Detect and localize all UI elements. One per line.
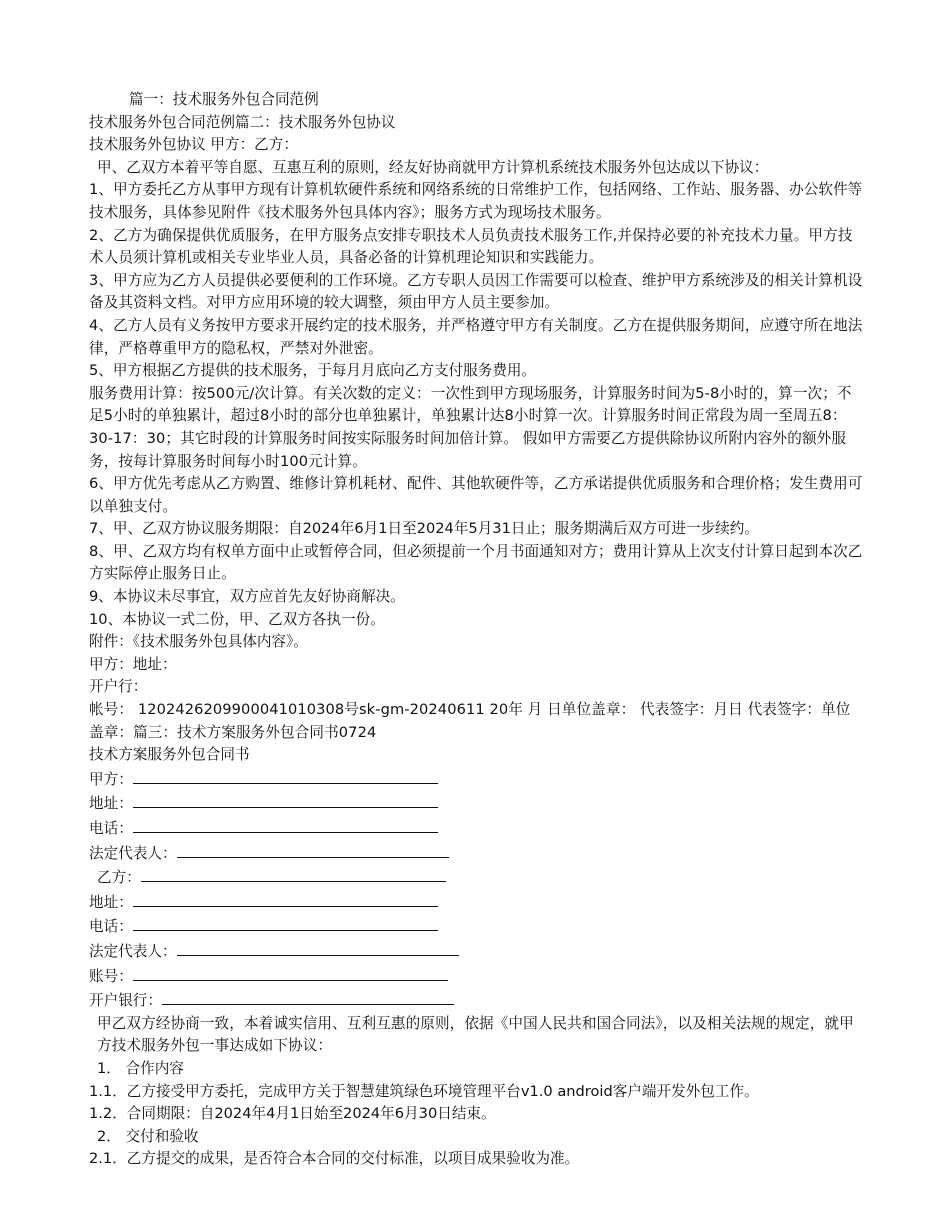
form-field-legal-rep-b [89, 939, 864, 964]
article-1-heading: 1． 合作内容 [97, 1059, 184, 1077]
blank-underline [141, 865, 446, 882]
clause-3: 3、甲方应为乙方人员提供必要便利的工作环境。乙方专职人员因工作需要可以检查、维护甲方系统涉及的相关计算机设备及其资料文档。对甲方应用环境的较大调整，须由甲方人员主要参加。 [89, 271, 863, 312]
form-field-party-b [89, 865, 864, 890]
clause-10: 10、本协议一式二份，甲、乙双方各执一份。 [89, 610, 385, 628]
clause-6: 6、甲方优先考虑从乙方购置、维修计算机耗材、配件、其他软硬件等，乙方承诺提供优质服务和合理价格；发生费用可以单独支付。 [89, 475, 863, 515]
blank-underline [133, 816, 438, 833]
form-label: 法定代表人： [89, 844, 177, 862]
clause-2: 2、乙方为确保提供优质服务，在甲方服务点安排专职技术人员负责技术服务工作,并保持必要的补充技术力量。甲方技术人员须计算机或相关专业毕业人员，具备必备的计算机理论知识和实践能力。 [89, 226, 853, 267]
blank-underline [177, 841, 449, 858]
party-a-address-line: 甲方：地址： [89, 655, 177, 673]
parties-line: 技术服务外包协议 甲方：乙方： [89, 136, 298, 154]
article-1-2: 1.2．合同期限：自2024年4月1日始至2024年6月30日结束。 [89, 1105, 496, 1123]
blank-underline [133, 791, 438, 808]
section-heading-3: 技术方案服务外包合同书 [89, 746, 250, 764]
form-field-address-b [89, 890, 864, 915]
document-page [89, 89, 864, 1171]
clause-8: 8、甲、乙双方均有权单方面中止或暂停合同，但必须提前一个月书面通知对方；费用计算从上次支付计算日起到本次乙方实际停止服务日止。 [89, 542, 863, 583]
form-label: 甲方： [89, 770, 133, 788]
intro-paragraph: 甲、乙双方本着平等自愿、互惠互利的原则，经友好协商就甲方计算机系统技术服务外包达成以下协议： [97, 158, 769, 176]
section-heading-1: 篇一：技术服务外包合同范例 [129, 91, 319, 108]
fee-paragraph: 服务费用计算：按500元/次计算。有关次数的定义：一次性到甲方现场服务，计算服务时间为5-8小时的，算一次；不足5小时的单独累计，超过8小时的部分也单独累计，单独累计达8小时算一次。计算服务时间正常段为周一至周五8：30-17：30；其它时段的计算服务时间按实际服务时间加倍计算。 假如甲方需要乙方提供除协议所附内容外的额外服务，按每计算服务时间每小时100元计算。 [89, 384, 852, 470]
blank-underline [177, 939, 459, 956]
article-2-1: 2.1．乙方提交的成果，是否符合本合同的交付标准，以项目成果验收为准。 [89, 1150, 580, 1168]
attachment-line: 附件：《技术服务外包具体内容》。 [89, 633, 308, 651]
agreement-paragraph: 甲乙双方经协商一致，本着诚实信用、互利互惠的原则，依据《中国人民共和国合同法》，以及相关法规的规定，就甲方技术服务外包一事达成如下协议： [97, 1014, 854, 1055]
form-label: 电话： [89, 918, 133, 936]
form-label: 乙方： [97, 869, 141, 887]
clause-4: 4、乙方人员有义务按甲方要求开展约定的技术服务，并严格遵守甲方有关制度。乙方在提供服务期间，应遵守所在地法律，严格尊重甲方的隐私权，严禁对外泄密。 [89, 316, 863, 357]
form-field-phone-a [89, 816, 864, 841]
form-label: 法定代表人： [89, 942, 177, 960]
blank-underline [133, 964, 448, 981]
clause-5: 5、甲方根据乙方提供的技术服务，于每月月底向乙方支付服务费用。 [89, 362, 537, 380]
blank-underline [162, 988, 454, 1005]
form-label: 地址： [89, 893, 133, 911]
blank-underline [133, 914, 438, 931]
blank-underline [133, 890, 438, 907]
article-1-1: 1.1．乙方接受甲方委托，完成甲方关于智慧建筑绿色环境管理平台v1.0 android客户端开发外包工作。 [89, 1082, 759, 1100]
form-label: 地址： [89, 795, 133, 813]
blank-underline [133, 767, 438, 784]
clause-9: 9、本协议未尽事宜，双方应首先友好协商解决。 [89, 588, 405, 606]
form-field-address-a [89, 791, 864, 816]
form-field-phone-b [89, 914, 864, 939]
form-field-account [89, 964, 864, 989]
form-field-party-a [89, 767, 864, 792]
account-signature-paragraph: 帐号： 120242620990004101030​8号sk-gm-20240611 20年 月 日单位盖章： 代表签字：月日 代表签字：单位盖章：篇三：技术方案服务外包合同书0724 [89, 701, 851, 741]
clause-1: 1、甲方委托乙方从事甲方现有计算机软硬件系统和网络系统的日常维护工作，包括网络、工作站、服务器、办公软件等技术服务，具体参见附件《技术服务外包具体内容》；服务方式为现场技术服务。 [89, 181, 863, 221]
bank-line: 开户行： [89, 678, 148, 696]
section-heading-2: 技术服务外包合同范例篇二：技术服务外包协议 [89, 113, 396, 131]
form-label: 电话： [89, 820, 133, 837]
form-label: 账号： [89, 967, 133, 985]
form-label: 开户银行： [89, 992, 162, 1010]
form-field-bank [89, 988, 864, 1013]
article-2-heading: 2． 交付和验收 [97, 1127, 199, 1145]
form-field-legal-rep-a [89, 841, 864, 866]
clause-7: 7、甲、乙双方协议服务期限：自2024年6月1日至2024年5月31日止；服务期满后双方可进一步续约。 [89, 520, 759, 538]
